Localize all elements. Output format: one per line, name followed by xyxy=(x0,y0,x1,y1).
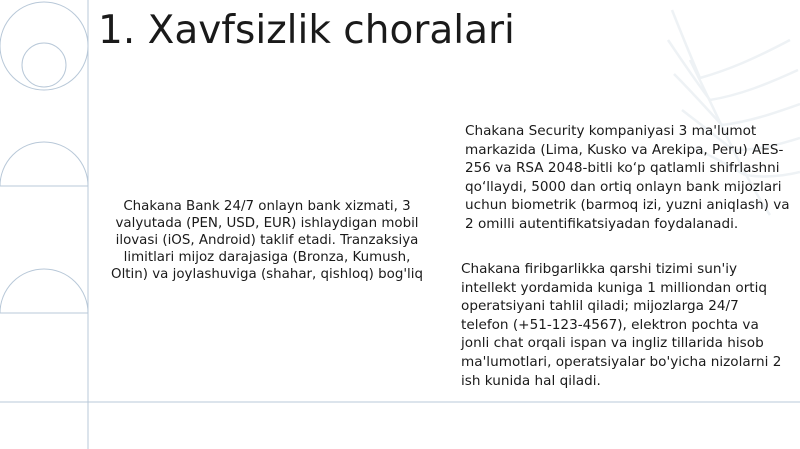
right-paragraph-antifraud: Chakana firibgarlikka qarshi tizimi sun'iy intellekt yordamida kuniga 1 milliondan ortiq operatsiyani tahlil qiladi; mijozlarga 24/7 telefon (+51-123-4567), elektron pochta va jonli chat orqali ispan va ingliz tillarida hisob ma'lumotlari, operatsiyalar bo'yicha nizolarni 2 ish kunida hal qiladi. xyxy=(461,261,782,389)
left-paragraph: Chakana Bank 24/7 onlayn bank xizmati, 3 valyutada (PEN, USD, EUR) ishlaydigan mobil ilovasi (iOS, Android) taklif etadi. Tranzaksiya limitlari mijoz darajasiga (Bronza, Kumush, Oltin) va joylashuviga (shahar, qishloq) bog'liq xyxy=(111,199,423,282)
right-paragraph-security: Chakana Security kompaniyasi 3 ma'lumot markazida (Lima, Kusko va Arekipa, Peru) AES-256 va RSA 2048-bitli ko‘p qatlamli shifrlashni qo‘llaydi, 5000 dan ortiq onlayn bank mijozlari uchun biometrik (barmoq izi, yuzni aniqlash) va 2 omilli autentifikatsiyadan foydalanadi. xyxy=(465,123,790,232)
middle-arch-outline xyxy=(0,142,88,186)
lower-arch-outline xyxy=(0,269,88,313)
top-large-circle-outline xyxy=(0,2,88,90)
top-small-circle-outline xyxy=(22,43,66,87)
slide-title: 1. Xavfsizlik choralari xyxy=(98,8,515,53)
